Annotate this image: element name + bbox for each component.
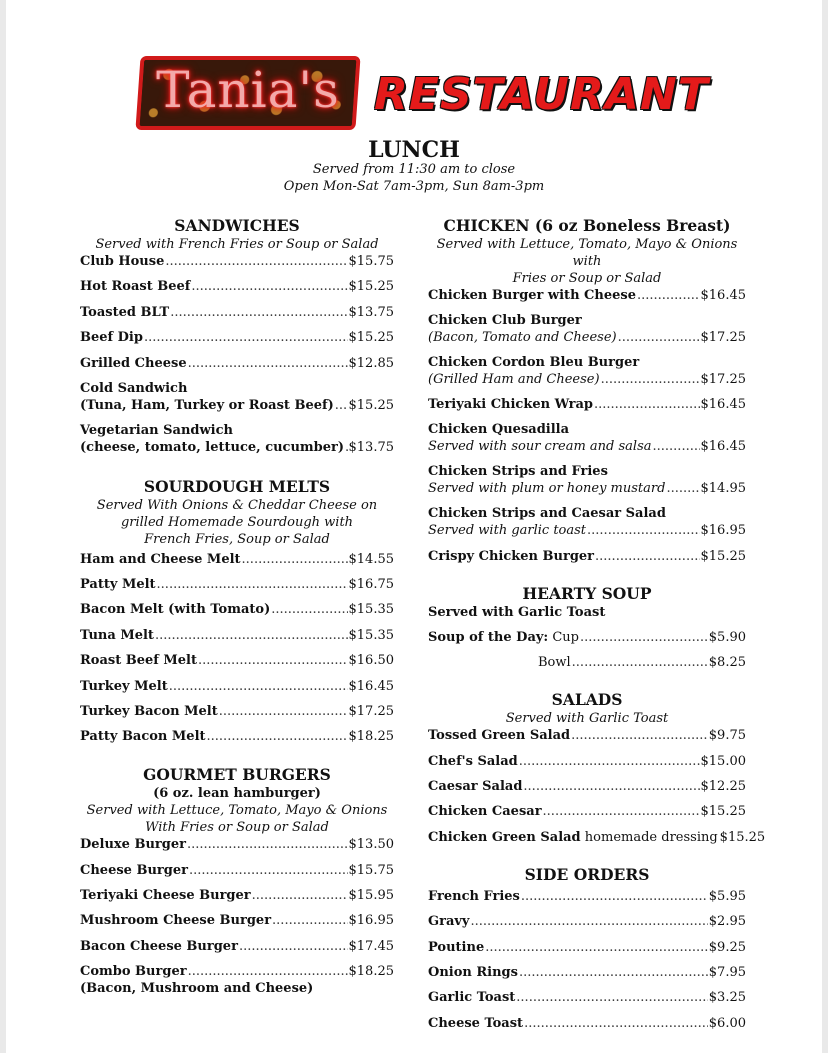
menu-item	[80, 601, 394, 618]
item-price: $15.25	[348, 279, 394, 295]
logo-word: RESTAURANT	[374, 69, 709, 120]
menu-item	[428, 438, 746, 455]
item-name: Soup of the Day:	[428, 629, 549, 645]
item-description: Served with plum or honey mustard	[428, 481, 666, 497]
item-name: Cheese Burger	[80, 862, 188, 878]
item-price: $16.45	[700, 288, 746, 303]
restaurant-logo	[138, 54, 713, 134]
item-price: $16.95	[348, 913, 394, 929]
item-price: $8.25	[708, 655, 746, 671]
item-price: $14.95	[700, 481, 746, 497]
leader-dots	[521, 888, 708, 905]
menu-item	[80, 397, 394, 414]
item-name: Toasted BLT	[80, 304, 170, 320]
leader-dots	[170, 304, 347, 321]
leader-dots	[519, 753, 700, 770]
menu-item	[428, 778, 746, 795]
item-price: $15.25	[348, 397, 394, 413]
menu-item	[80, 627, 394, 644]
leader-dots	[543, 803, 700, 820]
leader-dots	[470, 913, 707, 930]
item-name: Cold Sandwich	[80, 380, 188, 396]
item-name: Combo Burger	[80, 964, 187, 980]
item-price: $5.90	[708, 629, 746, 645]
item-name: Cheese Toast	[428, 1015, 524, 1031]
item-name: Mushroom Cheese Burger	[80, 913, 272, 929]
menu-item	[80, 912, 394, 929]
item-price: $15.25	[348, 330, 394, 346]
leader-dots	[345, 439, 347, 456]
item-price: $12.85	[348, 355, 394, 371]
item-price: $15.75	[348, 254, 394, 269]
item-name: Teriyaki Cheese Burger	[80, 888, 251, 904]
leader-dots	[666, 480, 699, 497]
item-description: (cheese, tomato, lettuce, cucumber)	[80, 439, 345, 455]
item-price: $17.25	[348, 703, 394, 719]
menu-item	[80, 278, 394, 295]
menu-item	[80, 862, 394, 879]
menu-item	[80, 678, 394, 695]
item-price: $7.95	[708, 964, 746, 980]
item-price: $17.45	[348, 938, 394, 954]
leader-dots	[637, 287, 700, 304]
item-description: homemade dressing	[584, 829, 718, 845]
menu-item	[80, 963, 394, 980]
menu-item	[428, 480, 746, 497]
item-name: Chicken Club Burger	[428, 313, 582, 328]
section-title-sides: SIDE ORDERS	[524, 864, 650, 884]
item-price: $12.25	[700, 778, 746, 794]
leader-dots	[242, 551, 348, 568]
leader-dots	[571, 727, 708, 744]
menu-item	[428, 727, 746, 744]
leader-dots	[155, 627, 348, 644]
leader-dots	[198, 652, 348, 669]
item-price: $15.25	[719, 829, 766, 845]
item-price: $5.95	[708, 888, 746, 904]
item-name: Bacon Melt (with Tomato)	[80, 602, 271, 618]
leader-dots	[523, 778, 699, 795]
item-price: $13.75	[348, 304, 394, 320]
item-name: Garlic Toast	[428, 990, 516, 1006]
menu-item	[80, 551, 394, 568]
item-price: $16.75	[348, 576, 394, 592]
item-name: Chicken Burger with Cheese	[428, 288, 636, 303]
right-column	[428, 216, 766, 1032]
item-price: $16.45	[700, 397, 746, 413]
item-price: $2.95	[708, 914, 746, 930]
menu-item	[428, 654, 746, 671]
item-price: $17.25	[700, 372, 746, 387]
item-price: $15.35	[348, 627, 394, 643]
item-name: Onion Rings	[428, 964, 518, 980]
item-price: $14.55	[348, 551, 394, 567]
menu-item	[428, 939, 746, 956]
item-name: Caesar Salad	[428, 778, 523, 794]
leader-dots	[187, 836, 348, 853]
menu-item	[80, 304, 394, 321]
section-note-melts: French Fries, Soup or Salad	[144, 531, 330, 547]
leader-dots	[219, 703, 348, 720]
section-note-chicken: Fries or Soup or Salad	[512, 271, 662, 286]
menu-item	[80, 355, 394, 372]
menu-item	[428, 803, 746, 820]
section-note-soup: Served with Garlic Toast	[428, 604, 606, 620]
menu-item	[428, 913, 746, 930]
leader-dots	[252, 887, 348, 904]
menu-item	[428, 888, 746, 905]
item-price: $9.75	[708, 728, 746, 744]
section-note-melts: grilled Homemade Sourdough with	[120, 514, 354, 530]
item-name: Chicken Quesadilla	[428, 422, 570, 438]
item-name: Poutine	[428, 939, 485, 955]
leader-dots	[157, 576, 348, 593]
leader-dots	[524, 1015, 708, 1032]
menu-item	[80, 652, 394, 669]
menu-item	[80, 703, 394, 720]
menu-item	[80, 938, 394, 955]
item-name: Hot Roast Beef	[80, 279, 191, 295]
leader-dots	[580, 629, 708, 646]
leader-dots	[239, 938, 348, 955]
leader-dots	[595, 548, 699, 565]
item-price: $9.25	[708, 939, 746, 955]
section-note-sandwiches: Served with French Fries or Soup or Salad	[95, 237, 379, 252]
item-price: $16.95	[700, 523, 746, 539]
section-title-melts: SOURDOUGH MELTS	[143, 476, 331, 496]
menu-item	[80, 887, 394, 904]
menu-item	[428, 964, 746, 981]
leader-dots	[207, 728, 348, 745]
item-price: $3.25	[708, 990, 746, 1006]
menu-item	[80, 836, 394, 853]
leader-dots	[335, 397, 348, 414]
item-name: Turkey Bacon Melt	[80, 703, 218, 719]
item-name: Beef Dip	[80, 330, 143, 346]
menu-title: LUNCH	[368, 137, 460, 163]
item-price: $18.25	[348, 964, 394, 980]
leader-dots	[188, 963, 348, 980]
leader-dots	[165, 253, 347, 270]
item-name: Tossed Green Salad	[428, 728, 571, 744]
leader-dots	[601, 371, 700, 388]
item-price: $16.45	[348, 678, 394, 694]
item-name: Chicken Cordon Bleu Burger	[428, 355, 640, 370]
item-name: Teriyaki Chicken Wrap	[428, 397, 593, 413]
leader-dots	[271, 601, 347, 618]
item-name: Chicken Strips and Fries	[428, 464, 608, 480]
item-name: Crispy Chicken Burger	[428, 548, 595, 564]
menu-item	[428, 1015, 746, 1032]
item-name: Turkey Melt	[80, 678, 168, 694]
item-name: Chicken Caesar	[428, 804, 542, 820]
item-name: Patty Bacon Melt	[80, 729, 206, 745]
item-price: $16.50	[348, 653, 394, 669]
menu-item	[428, 287, 746, 304]
item-price: $15.35	[348, 602, 394, 618]
item-size: Cup	[552, 629, 580, 645]
menu-item	[80, 329, 394, 346]
item-price: $16.45	[700, 439, 746, 455]
leader-dots	[188, 355, 348, 372]
item-price: $17.25	[700, 330, 746, 345]
leader-dots	[144, 329, 348, 346]
logo-name: Tania's	[156, 61, 340, 119]
leader-dots	[516, 989, 707, 1006]
item-price: $18.25	[348, 729, 394, 745]
menu-item	[428, 629, 746, 646]
item-name: Bacon Cheese Burger	[80, 938, 238, 954]
leader-dots	[485, 939, 708, 956]
menu-item	[80, 576, 394, 593]
item-description: Served with garlic toast	[428, 523, 587, 539]
section-note-chicken: Served with Lettuce, Tomato, Mayo & Onions with	[436, 237, 738, 269]
section-note-melts: Served With Onions & Cheddar Cheese on	[96, 497, 378, 513]
section-note-burgers: Served with Lettuce, Tomato, Mayo & Onions	[86, 803, 388, 819]
menu-item	[428, 371, 746, 388]
leader-dots	[618, 329, 700, 346]
item-price: $6.00	[708, 1015, 746, 1031]
item-name: Chef's Salad	[428, 753, 518, 769]
leader-dots	[594, 396, 700, 413]
menu-item	[428, 989, 746, 1006]
item-name: Chicken Strips and Caesar Salad	[428, 506, 666, 522]
leader-dots	[519, 964, 708, 981]
item-name: Roast Beef Melt	[80, 653, 197, 669]
item-description: (Grilled Ham and Cheese)	[428, 372, 600, 387]
menu-item	[428, 522, 746, 539]
item-name: Gravy	[428, 914, 470, 930]
section-title-salads: SALADS	[551, 690, 623, 710]
leader-dots	[189, 862, 348, 879]
item-price: $15.25	[700, 548, 746, 564]
menu-item	[428, 329, 746, 346]
item-name: Club House	[80, 254, 165, 269]
item-price: $15.00	[700, 753, 746, 769]
section-title-burgers: GOURMET BURGERS	[143, 765, 331, 785]
menu-item	[428, 548, 746, 565]
menu-item	[80, 439, 394, 456]
item-size: Bowl	[538, 655, 571, 671]
open-hours: Open Mon-Sat 7am-3pm, Sun 8am-3pm	[283, 179, 545, 194]
menu-item	[428, 396, 746, 413]
item-description: (Bacon, Mushroom and Cheese)	[80, 981, 314, 997]
item-price: $15.95	[348, 888, 394, 904]
item-name: Ham and Cheese Melt	[80, 551, 241, 567]
leader-dots	[272, 912, 347, 929]
left-column	[80, 216, 394, 997]
section-note-burgers: With Fries or Soup or Salad	[145, 820, 329, 836]
item-price: $15.25	[700, 804, 746, 820]
menu-item	[80, 728, 394, 745]
section-title-chicken: CHICKEN (6 oz Boneless Breast)	[443, 216, 731, 235]
leader-dots	[587, 522, 699, 539]
section-note-burgers: (6 oz. lean hamburger)	[153, 786, 321, 802]
item-name: Vegetarian Sandwich	[80, 422, 233, 438]
item-description: Served with sour cream and salsa	[428, 439, 652, 455]
section-title-soup: HEARTY SOUP	[522, 583, 652, 603]
leader-dots	[169, 678, 348, 695]
menu-item	[428, 829, 766, 846]
leader-dots	[572, 654, 708, 671]
menu-item	[80, 253, 394, 270]
item-price: $13.75	[348, 439, 394, 455]
item-name: Chicken Green Salad	[428, 829, 581, 845]
item-description: (Bacon, Tomato and Cheese)	[428, 330, 617, 345]
item-name: Grilled Cheese	[80, 355, 187, 371]
section-note-salads: Served with Garlic Toast	[505, 711, 669, 727]
served-hours: Served from 11:30 am to close	[312, 162, 516, 177]
leader-dots	[191, 278, 347, 295]
section-title-sandwiches: SANDWICHES	[174, 216, 300, 235]
item-price: $15.75	[348, 862, 394, 878]
leader-dots	[653, 438, 700, 455]
item-name: Patty Melt	[80, 576, 156, 592]
menu-item	[428, 753, 746, 770]
item-name: French Fries	[428, 888, 520, 904]
item-price: $13.50	[348, 837, 394, 853]
item-description: (Tuna, Ham, Turkey or Roast Beef)	[80, 397, 334, 413]
item-name: Tuna Melt	[80, 627, 154, 643]
item-name: Deluxe Burger	[80, 837, 186, 853]
